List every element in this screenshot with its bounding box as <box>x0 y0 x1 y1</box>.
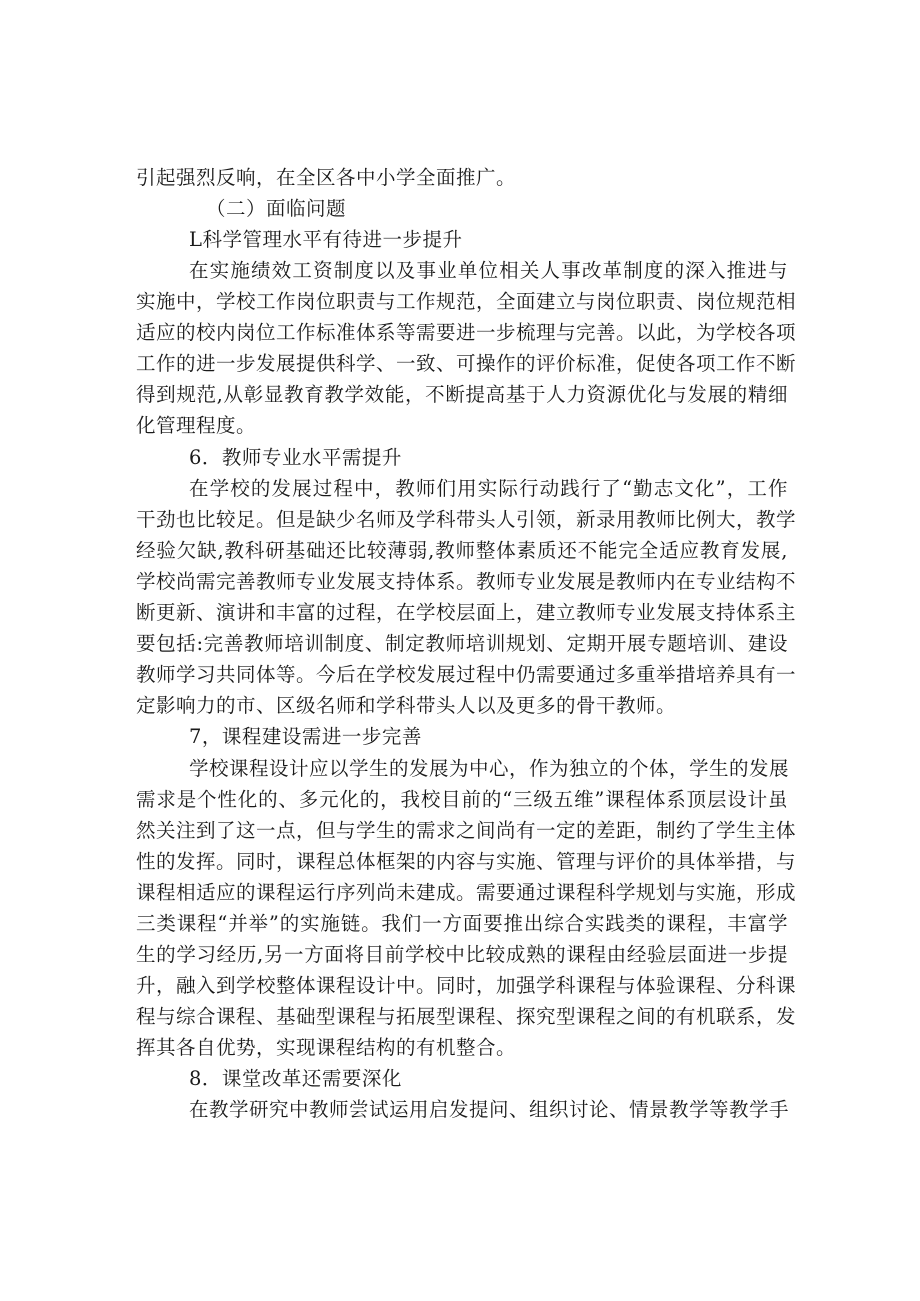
paragraph-line: 升，融入到学校整体课程设计中。同时，加强学科课程与体验课程、分科课 <box>136 974 797 997</box>
paragraph-line: 引起强烈反响，在全区各中小学全面推广。 <box>136 166 517 189</box>
subsection-heading: 8．课堂改革还需要深化 <box>189 1067 402 1090</box>
paragraph-line: 化管理程度。 <box>136 414 257 437</box>
paragraph-line: 在教学研究中教师尝试运用启发提问、组织讨论、情景教学等教学手 <box>189 1098 790 1121</box>
subsection-heading: L科学管理水平有待进一步提升 <box>189 228 463 251</box>
paragraph-line: 适应的校内岗位工作标准体系等需要进一步梳理与完善。以此，为学校各项 <box>136 321 797 344</box>
paragraph-line: 得到规范,从彰显教育教学效能，不断提高基于人力资源优化与发展的精细 <box>136 383 788 406</box>
paragraph-line: 要包括:完善教师培训制度、制定教师培训规划、定期开展专题培训、建设 <box>136 632 788 655</box>
subsection-heading: 6．教师专业水平需提升 <box>189 446 402 469</box>
paragraph-line: 经验欠缺,教科研基础还比较薄弱,教师整体素质还不能完全适应教育发展, <box>136 539 788 562</box>
paragraph-line: 断更新、演讲和丰富的过程，在学校层面上，建立教师专业发展支持体系主 <box>136 601 797 624</box>
paragraph-line: 干劲也比较足。但是缺少名师及学科带头人引领，新录用教师比例大，教学 <box>136 508 797 531</box>
paragraph-line: 学校课程设计应以学生的发展为中心，作为独立的个体，学生的发展 <box>189 757 790 780</box>
paragraph-line: 工作的进一步发展提供科学、一致、可操作的评价标准，促使各项工作不断 <box>136 352 797 375</box>
paragraph-line: 定影响力的市、区级名师和学科带头人以及更多的骨干教师。 <box>136 694 677 717</box>
paragraph-line: 然关注到了这一点，但与学生的需求之间尚有一定的差距，制约了学生主体 <box>136 819 797 842</box>
paragraph-line: 性的发挥。同时，课程总体框架的内容与实施、管理与评价的具体举措，与 <box>136 850 797 873</box>
subsection-heading: 7，课程建设需进一步完善 <box>189 725 422 748</box>
paragraph-line: 生的学习经历,另一方面将目前学校中比较成熟的课程由经验层面进一步提 <box>136 943 788 966</box>
paragraph-line: 教师学习共同体等。今后在学校发展过程中仍需要通过多重举措培养具有一 <box>136 663 797 686</box>
paragraph-line: 程与综合课程、基础型课程与拓展型课程、探究型课程之间的有机联系，发 <box>136 1005 797 1028</box>
section-heading: （二）面临问题 <box>206 197 347 220</box>
paragraph-line: 学校尚需完善教师专业发展支持体系。教师专业发展是教师内在专业结构不 <box>136 570 797 593</box>
paragraph-line: 需求是个性化的、多元化的，我校目前的“三级五维”课程体系顶层设计虽 <box>136 788 788 811</box>
paragraph-line: 三类课程“并举”的实施链。我们一方面要推出综合实践类的课程，丰富学 <box>136 912 788 935</box>
paragraph-line: 挥其各自优势，实现课程结构的有机整合。 <box>136 1036 517 1059</box>
paragraph-line: 在学校的发展过程中，教师们用实际行动践行了“勤志文化”，工作 <box>189 477 788 500</box>
paragraph-line: 课程相适应的课程运行序列尚未建成。需要通过课程科学规划与实施，形成 <box>136 881 797 904</box>
paragraph-line: 实施中，学校工作岗位职责与工作规范，全面建立与岗位职责、岗位规范相 <box>136 290 797 313</box>
paragraph-line: 在实施绩效工资制度以及事业单位相关人事改革制度的深入推进与 <box>189 259 788 282</box>
